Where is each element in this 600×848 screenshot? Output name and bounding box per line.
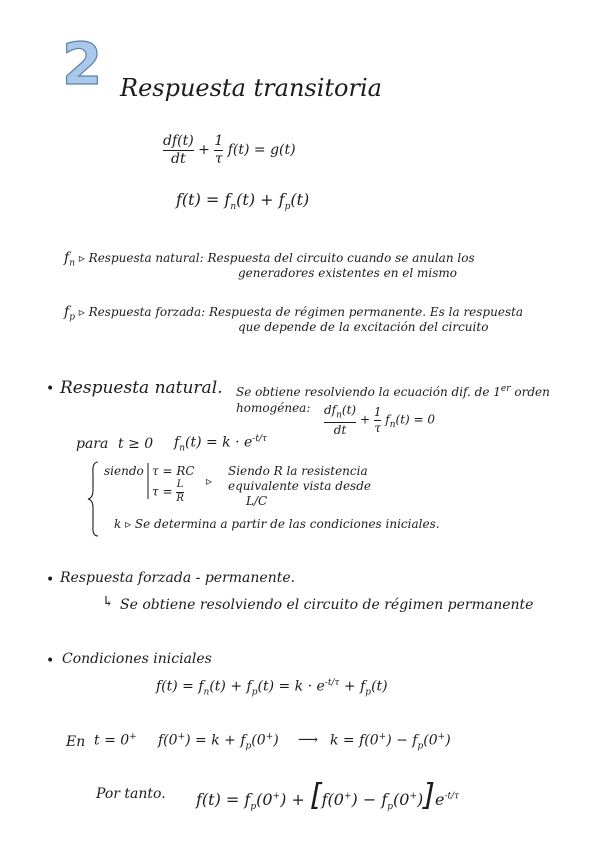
fe-e: ) − f	[351, 790, 388, 809]
ie2b-end: )	[445, 732, 451, 749]
homog-den: dt	[333, 422, 347, 437]
ie1-s2: p	[251, 687, 258, 698]
bullet-forced: •	[46, 572, 55, 588]
t0-sup: +	[129, 732, 137, 742]
natural-text1-sup: er	[500, 384, 511, 394]
homog-rest: f	[385, 412, 390, 427]
def-natural-sub: n	[69, 258, 75, 269]
page-title: Respuesta transitoria	[120, 74, 382, 102]
natural-text1-end: orden	[514, 385, 550, 399]
def-forced-line2: que depende de la excitación del circuito	[238, 320, 489, 334]
bullet-initial: •	[46, 653, 55, 669]
natural-solution	[174, 434, 267, 453]
tau-lr	[152, 480, 184, 504]
homog-coef-den: τ	[374, 420, 381, 435]
eq1-coef-num: 1	[214, 133, 224, 149]
sol-f: f	[174, 434, 180, 451]
differential-equation	[163, 134, 296, 166]
fe-g: )	[417, 790, 424, 809]
ie2b-sup2: +	[437, 732, 446, 742]
eq2-mid: (t) + f	[236, 190, 285, 209]
fe-sup4: -t/τ	[444, 791, 460, 802]
fe-f: (0	[393, 790, 410, 809]
note-line1: Siendo R la resistencia	[228, 464, 368, 478]
sol-sup: -t/τ	[252, 434, 267, 444]
ie1-a: f(t) = f	[156, 678, 204, 695]
ie2a-end: ) = k + f	[185, 732, 246, 749]
sol-sub: n	[179, 443, 185, 454]
homog-num-sub: n	[336, 410, 342, 421]
forced-text: Se obtiene resolviendo el circuito de régimen permanente	[120, 597, 534, 613]
tau-lr-eq: τ =	[152, 484, 173, 499]
eq1-numerator: df(t)	[163, 133, 194, 149]
en-label: En	[66, 734, 86, 750]
left-bracket: [	[309, 778, 322, 813]
homog-num: df	[324, 403, 337, 417]
def-natural-name: Respuesta natural	[88, 251, 200, 265]
fe-sup: +	[272, 791, 281, 802]
eq1-plus: +	[198, 142, 210, 159]
homog-rest-sub: n	[389, 420, 396, 431]
ie2b: k = f(0	[330, 732, 379, 749]
eq1-denominator: dt	[171, 150, 186, 167]
sol-mid: (t) = k · e	[184, 434, 253, 451]
eq1-coef-den: τ	[214, 150, 223, 167]
triangle-arrow-icon: ▹	[78, 305, 85, 319]
def-natural-symbol: f	[64, 250, 70, 266]
curly-brace	[86, 460, 102, 538]
time-condition: t ≥ 0	[118, 436, 154, 452]
def-colon: :	[199, 251, 204, 265]
fe-a: f(t) = f	[196, 790, 251, 809]
ie1-m1: (t) + f	[209, 678, 252, 695]
arrow-return-icon: ↳	[102, 594, 114, 610]
ie2b-mid2: (0	[423, 732, 438, 749]
homog-rest-end: (t) = 0	[395, 412, 436, 427]
homogeneous-equation	[324, 404, 435, 436]
natural-text1: Se obtiene resolviendo la ecuación dif. de 1	[236, 385, 501, 399]
section-number: 2	[62, 30, 101, 98]
def-forced-sub: p	[69, 312, 75, 323]
final-equation	[196, 778, 459, 813]
def-forced-line1: Respuesta de régimen permanente. Es la respuesta	[209, 305, 524, 319]
para-label: para	[76, 436, 109, 452]
fe-c: ) +	[280, 790, 305, 809]
homog-coef-num: 1	[373, 405, 382, 420]
eq1-rest: f(t) = g(t)	[227, 142, 296, 159]
initial-eq2b	[330, 732, 451, 751]
ie2a-end3: )	[273, 732, 279, 749]
fe-sup2: +	[343, 791, 352, 802]
note-line2: equivalente vista desde	[228, 479, 371, 493]
eq2-end: (t)	[290, 190, 310, 209]
ie1-sup: -t/τ	[324, 678, 340, 688]
eq2-sub-p: p	[284, 202, 291, 213]
def-forced-name: Respuesta forzada	[88, 305, 202, 319]
eq2-part: f(t) = f	[176, 190, 231, 209]
homog-num-end: (t)	[341, 403, 357, 417]
ie2b-sup: +	[378, 732, 387, 742]
siendo-label: siendo	[104, 464, 144, 478]
note-line3: L/C	[246, 494, 268, 508]
ie1-m3: + f	[343, 678, 366, 695]
total-response-equation	[176, 190, 309, 212]
ie2a-end2: (0	[251, 732, 266, 749]
long-arrow-icon: ⟶	[298, 732, 319, 748]
natural-text-line2: homogénea:	[236, 401, 311, 415]
t0: t = 0	[94, 732, 130, 749]
eq2-sub-n: n	[230, 202, 237, 213]
fe-sub: p	[250, 802, 257, 813]
def-natural-line1: Respuesta del circuito cuando se anulan los	[207, 251, 475, 265]
ie1-s1: n	[203, 687, 210, 698]
tau-lr-num: L	[176, 479, 184, 490]
right-bracket: ]	[423, 778, 435, 813]
tau-rc: τ = RC	[152, 464, 195, 478]
fe-sub2: p	[387, 802, 394, 813]
fe-h: e	[434, 790, 445, 809]
ie2a-sub: p	[245, 741, 252, 752]
por-tanto-label: Por tanto.	[96, 786, 166, 802]
ie2a: f(0	[158, 732, 178, 749]
homog-plus: +	[359, 412, 370, 427]
fe-d: f(0	[321, 790, 344, 809]
heading-forced: Respuesta forzada - permanente.	[60, 570, 296, 586]
def-forced-symbol: f	[64, 304, 70, 320]
triangle-arrow-icon: ▹	[206, 474, 213, 488]
ie2a-sup: +	[177, 732, 186, 742]
ie1-m2: (t) = k · e	[257, 678, 325, 695]
ie1-end: (t)	[371, 678, 388, 695]
ie2a-sup2: +	[265, 732, 274, 742]
tau-lr-den: R	[176, 492, 184, 504]
initial-eq2a	[158, 732, 279, 751]
bullet-natural: •	[46, 381, 55, 397]
natural-text-line1	[236, 384, 550, 399]
heading-natural: Respuesta natural.	[60, 378, 223, 398]
t-zero-plus	[94, 732, 137, 749]
initial-eq1	[156, 678, 388, 697]
fe-b: (0	[256, 790, 273, 809]
def-colon: :	[201, 305, 206, 319]
fe-sup3: +	[409, 791, 417, 802]
ie2b-sub: p	[417, 741, 424, 752]
ie2b-mid: ) − f	[386, 732, 418, 749]
tau-bar	[146, 462, 150, 500]
ie1-s3: p	[365, 687, 372, 698]
triangle-arrow-icon: ▹	[78, 251, 85, 265]
def-natural-line2: generadores existentes en el mismo	[238, 266, 458, 280]
heading-initial: Condiciones iniciales	[62, 651, 212, 667]
k-line: k ▹ Se determina a partir de las condiciones iniciales.	[114, 517, 440, 531]
